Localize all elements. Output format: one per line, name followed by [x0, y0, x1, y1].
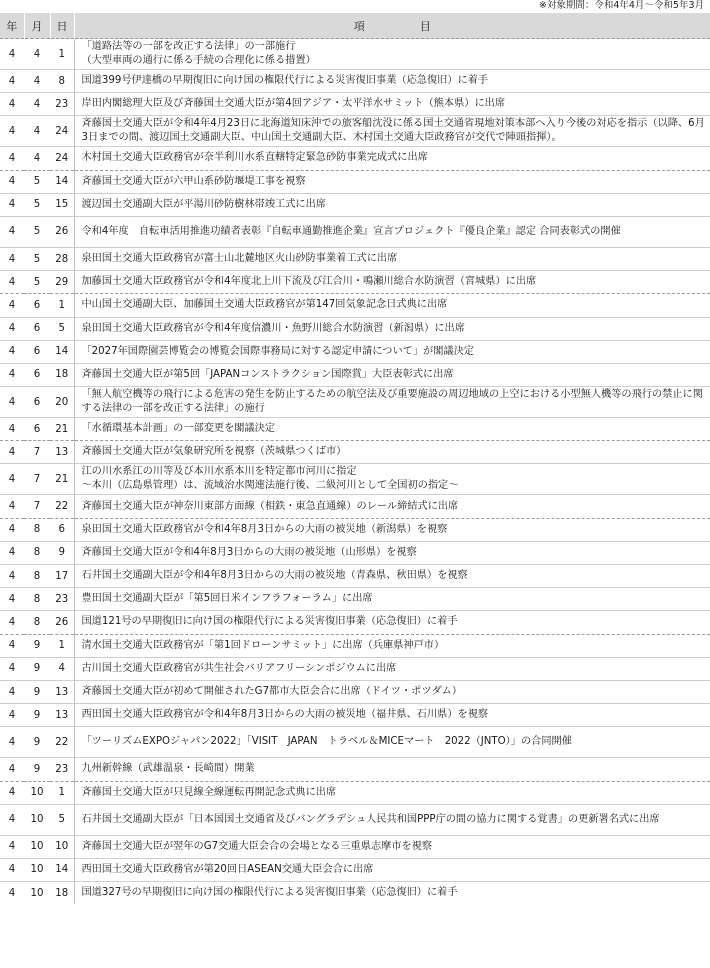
- day-cell: 18: [50, 363, 74, 386]
- month-cell: 10: [24, 882, 50, 905]
- item-cell: 「ツーリズムEXPOジャパン2022」「VISIT JAPAN トラベル＆MICEマート 2022（JNTO）」の合同開催: [74, 727, 710, 758]
- month-cell: 4: [24, 147, 50, 170]
- table-row: [0, 541, 710, 564]
- item-cell: 泉田国土交通大臣政務官が令和4年度信濃川・魚野川総合水防演習（新潟県）に出席: [74, 317, 710, 340]
- item-cell: 令和4年度 自転車活用推進功績者表彰『自転車通勤推進企業』宣言プロジェクト『優良企業』認定 合同表彰式の開催: [74, 216, 710, 247]
- table-row: [0, 804, 710, 835]
- table-row: [0, 116, 710, 147]
- item-cell: 岸田内閣総理大臣及び斉藤国土交通大臣が第4回アジア・太平洋水サミット（熊本県）に出席: [74, 93, 710, 116]
- chronology-table: [0, 13, 710, 904]
- year-cell: 4: [0, 271, 24, 294]
- item-cell: 斉藤国土交通大臣が初めて開催されたG7都市大臣会合に出席（ドイツ・ポツダム）: [74, 680, 710, 703]
- table-row: [0, 882, 710, 905]
- table-row: [0, 147, 710, 170]
- header-day: 日: [50, 13, 74, 39]
- table-row: [0, 518, 710, 541]
- item-cell: 西田国土交通大臣政務官が令和4年8月3日からの大雨の被災地（福井県、石川県）を視察: [74, 704, 710, 727]
- item-cell: 泉田国土交通大臣政務官が富士山北麓地区火山砂防事業着工式に出席: [74, 247, 710, 270]
- item-cell: 「道路法等の一部を改正する法律」の一部施行 （大型車両の通行に係る手続の合理化に係る措置）: [74, 39, 710, 70]
- day-cell: 17: [50, 565, 74, 588]
- day-cell: 23: [50, 93, 74, 116]
- day-cell: 26: [50, 216, 74, 247]
- month-cell: 10: [24, 858, 50, 881]
- day-cell: 24: [50, 116, 74, 147]
- year-cell: 4: [0, 518, 24, 541]
- day-cell: 8: [50, 70, 74, 93]
- month-cell: 5: [24, 216, 50, 247]
- header-year: 年: [0, 13, 24, 39]
- month-cell: 9: [24, 634, 50, 657]
- table-row: [0, 680, 710, 703]
- month-cell: 10: [24, 835, 50, 858]
- day-cell: 26: [50, 611, 74, 634]
- month-cell: 7: [24, 495, 50, 518]
- item-cell: 中山国土交通副大臣、加藤国土交通大臣政務官が第147回気象記念日式典に出席: [74, 294, 710, 317]
- table-header-row: [0, 13, 710, 39]
- table-row: [0, 418, 710, 441]
- year-cell: 4: [0, 247, 24, 270]
- item-cell: 斉藤国土交通大臣が翌年のG7交通大臣会合の会場となる三重県志摩市を視察: [74, 835, 710, 858]
- year-cell: 4: [0, 565, 24, 588]
- year-cell: 4: [0, 727, 24, 758]
- day-cell: 14: [50, 170, 74, 193]
- table-row: [0, 363, 710, 386]
- month-cell: 6: [24, 340, 50, 363]
- day-cell: 24: [50, 147, 74, 170]
- item-cell: 斉藤国土交通大臣が神奈川東部方面線（相鉄・東急直通線）のレール締結式に出席: [74, 495, 710, 518]
- item-cell: 西田国土交通大臣政務官が第20回日ASEAN交通大臣会合に出席: [74, 858, 710, 881]
- month-cell: 6: [24, 363, 50, 386]
- table-row: [0, 294, 710, 317]
- table-row: [0, 611, 710, 634]
- item-cell: 国道327号の早期復旧に向け国の権限代行による災害復旧事業（応急復旧）に着手: [74, 882, 710, 905]
- item-cell: 古川国土交通大臣政務官が共生社会バリアフリーシンポジウムに出席: [74, 657, 710, 680]
- year-cell: 4: [0, 170, 24, 193]
- item-cell: 石井国土交通副大臣が「日本国国土交通省及びバングラデシュ人民共和国PPP庁の間の協力に関する覚書」の更新署名式に出席: [74, 804, 710, 835]
- year-cell: 4: [0, 634, 24, 657]
- table-row: [0, 441, 710, 464]
- year-cell: 4: [0, 495, 24, 518]
- year-cell: 4: [0, 387, 24, 418]
- table-row: [0, 70, 710, 93]
- year-cell: 4: [0, 657, 24, 680]
- item-cell: 国道121号の早期復旧に向け国の権限代行による災害復旧事業（応急復旧）に着手: [74, 611, 710, 634]
- day-cell: 23: [50, 588, 74, 611]
- month-cell: 4: [24, 39, 50, 70]
- table-row: [0, 247, 710, 270]
- period-note: ※対象期間：令和4年4月～令和5年3月: [538, 0, 704, 11]
- year-cell: 4: [0, 758, 24, 781]
- table-row: [0, 340, 710, 363]
- day-cell: 10: [50, 835, 74, 858]
- table-row: [0, 39, 710, 70]
- item-cell: 木村国土交通大臣政務官が奈半利川水系直轄特定緊急砂防事業完成式に出席: [74, 147, 710, 170]
- month-cell: 4: [24, 93, 50, 116]
- year-cell: 4: [0, 588, 24, 611]
- year-cell: 4: [0, 340, 24, 363]
- month-cell: 6: [24, 317, 50, 340]
- item-cell: 九州新幹線（武雄温泉・長崎間）開業: [74, 758, 710, 781]
- month-cell: 9: [24, 680, 50, 703]
- item-cell: 「無人航空機等の飛行による危害の発生を防止するための航空法及び重要施設の周辺地域の上空における小型無人機等の飛行の禁止に関する法律の一部を改正する法律」の施行: [74, 387, 710, 418]
- item-cell: 国道399号伊達橋の早期復旧に向け国の権限代行による災害復旧事業（応急復旧）に着手: [74, 70, 710, 93]
- month-cell: 7: [24, 464, 50, 495]
- table-row: [0, 565, 710, 588]
- day-cell: 9: [50, 541, 74, 564]
- day-cell: 1: [50, 781, 74, 804]
- day-cell: 22: [50, 727, 74, 758]
- item-cell: 泉田国土交通大臣政務官が令和4年8月3日からの大雨の被災地（新潟県）を視察: [74, 518, 710, 541]
- day-cell: 13: [50, 680, 74, 703]
- day-cell: 20: [50, 387, 74, 418]
- day-cell: 13: [50, 441, 74, 464]
- year-cell: 4: [0, 147, 24, 170]
- table-row: [0, 170, 710, 193]
- month-cell: 9: [24, 704, 50, 727]
- day-cell: 29: [50, 271, 74, 294]
- month-cell: 5: [24, 271, 50, 294]
- header-item: 項 目: [74, 13, 710, 39]
- year-cell: 4: [0, 363, 24, 386]
- table-row: [0, 758, 710, 781]
- year-cell: 4: [0, 294, 24, 317]
- day-cell: 15: [50, 193, 74, 216]
- item-cell: 「水循環基本計画」の一部変更を閣議決定: [74, 418, 710, 441]
- item-cell: 斉藤国土交通大臣が六甲山系砂防堰堤工事を視察: [74, 170, 710, 193]
- item-cell: 斉藤国土交通大臣が令和4年4月23日に北海道知床沖での旅客船沈没に係る国土交通省現地対策本部へ入り今後の対応を指示（以降、6月3日までの間、渡辺国土交通副大臣、中山国土交通副大臣、木村国土交通大臣政務官が交代で陣頭指揮）。: [74, 116, 710, 147]
- month-cell: 4: [24, 70, 50, 93]
- day-cell: 18: [50, 882, 74, 905]
- table-row: [0, 93, 710, 116]
- month-cell: 10: [24, 804, 50, 835]
- year-cell: 4: [0, 781, 24, 804]
- table-body: [0, 39, 710, 905]
- month-cell: 4: [24, 116, 50, 147]
- year-cell: 4: [0, 39, 24, 70]
- year-cell: 4: [0, 835, 24, 858]
- table-row: [0, 495, 710, 518]
- item-cell: 斉藤国土交通大臣が令和4年8月3日からの大雨の被災地（山形県）を視察: [74, 541, 710, 564]
- month-cell: 9: [24, 657, 50, 680]
- day-cell: 14: [50, 858, 74, 881]
- item-cell: 清水国土交通大臣政務官が「第1回ドローンサミット」に出席（兵庫県神戸市）: [74, 634, 710, 657]
- item-cell: 斉藤国土交通大臣が只見線全線運転再開記念式典に出席: [74, 781, 710, 804]
- item-cell: 加藤国土交通大臣政務官が令和4年度北上川下流及び江合川・鳴瀬川総合水防演習（宮城県）に出席: [74, 271, 710, 294]
- year-cell: 4: [0, 116, 24, 147]
- day-cell: 13: [50, 704, 74, 727]
- item-cell: 斉藤国土交通大臣が気象研究所を視察（茨城県つくば市）: [74, 441, 710, 464]
- month-cell: 5: [24, 193, 50, 216]
- month-cell: 5: [24, 247, 50, 270]
- month-cell: 8: [24, 541, 50, 564]
- month-cell: 6: [24, 418, 50, 441]
- item-cell: 渡辺国土交通副大臣が平湯川砂防樹林帯竣工式に出席: [74, 193, 710, 216]
- day-cell: 5: [50, 804, 74, 835]
- day-cell: 1: [50, 294, 74, 317]
- day-cell: 4: [50, 657, 74, 680]
- table-row: [0, 835, 710, 858]
- day-cell: 21: [50, 464, 74, 495]
- month-cell: 9: [24, 758, 50, 781]
- year-cell: 4: [0, 611, 24, 634]
- day-cell: 5: [50, 317, 74, 340]
- day-cell: 14: [50, 340, 74, 363]
- month-cell: 5: [24, 170, 50, 193]
- item-cell: 「2027年国際園芸博覧会の博覧会国際事務局に対する認定申請について」が閣議決定: [74, 340, 710, 363]
- item-cell: 豊田国土交通副大臣が「第5回日米インフラフォーラム」に出席: [74, 588, 710, 611]
- day-cell: 1: [50, 39, 74, 70]
- day-cell: 23: [50, 758, 74, 781]
- table-row: [0, 858, 710, 881]
- table-row: [0, 387, 710, 418]
- day-cell: 28: [50, 247, 74, 270]
- year-cell: 4: [0, 70, 24, 93]
- table-row: [0, 657, 710, 680]
- month-cell: 8: [24, 565, 50, 588]
- table-row: [0, 193, 710, 216]
- table-row: [0, 727, 710, 758]
- item-cell: 石井国土交通副大臣が令和4年8月3日からの大雨の被災地（青森県、秋田県）を視察: [74, 565, 710, 588]
- year-cell: 4: [0, 704, 24, 727]
- month-cell: 6: [24, 387, 50, 418]
- year-cell: 4: [0, 441, 24, 464]
- year-cell: 4: [0, 93, 24, 116]
- table-row: [0, 704, 710, 727]
- year-cell: 4: [0, 804, 24, 835]
- table-row: [0, 216, 710, 247]
- year-cell: 4: [0, 882, 24, 905]
- year-cell: 4: [0, 418, 24, 441]
- header-month: 月: [24, 13, 50, 39]
- year-cell: 4: [0, 858, 24, 881]
- month-cell: 8: [24, 588, 50, 611]
- month-cell: 7: [24, 441, 50, 464]
- year-cell: 4: [0, 541, 24, 564]
- month-cell: 6: [24, 294, 50, 317]
- day-cell: 22: [50, 495, 74, 518]
- year-cell: 4: [0, 317, 24, 340]
- table-row: [0, 588, 710, 611]
- day-cell: 21: [50, 418, 74, 441]
- month-cell: 9: [24, 727, 50, 758]
- item-cell: 江の川水系江の川等及び本川水系本川を特定都市河川に指定 ～本川（広島県管理）は、流域治水関連法施行後、二級河川として全国初の指定～: [74, 464, 710, 495]
- month-cell: 10: [24, 781, 50, 804]
- table-row: [0, 464, 710, 495]
- month-cell: 8: [24, 518, 50, 541]
- table-row: [0, 317, 710, 340]
- table-row: [0, 781, 710, 804]
- table-row: [0, 271, 710, 294]
- year-cell: 4: [0, 680, 24, 703]
- day-cell: 6: [50, 518, 74, 541]
- day-cell: 1: [50, 634, 74, 657]
- table-row: [0, 634, 710, 657]
- year-cell: 4: [0, 193, 24, 216]
- item-cell: 斉藤国土交通大臣が第5回「JAPANコンストラクション国際賞」大臣表彰式に出席: [74, 363, 710, 386]
- year-cell: 4: [0, 464, 24, 495]
- year-cell: 4: [0, 216, 24, 247]
- month-cell: 8: [24, 611, 50, 634]
